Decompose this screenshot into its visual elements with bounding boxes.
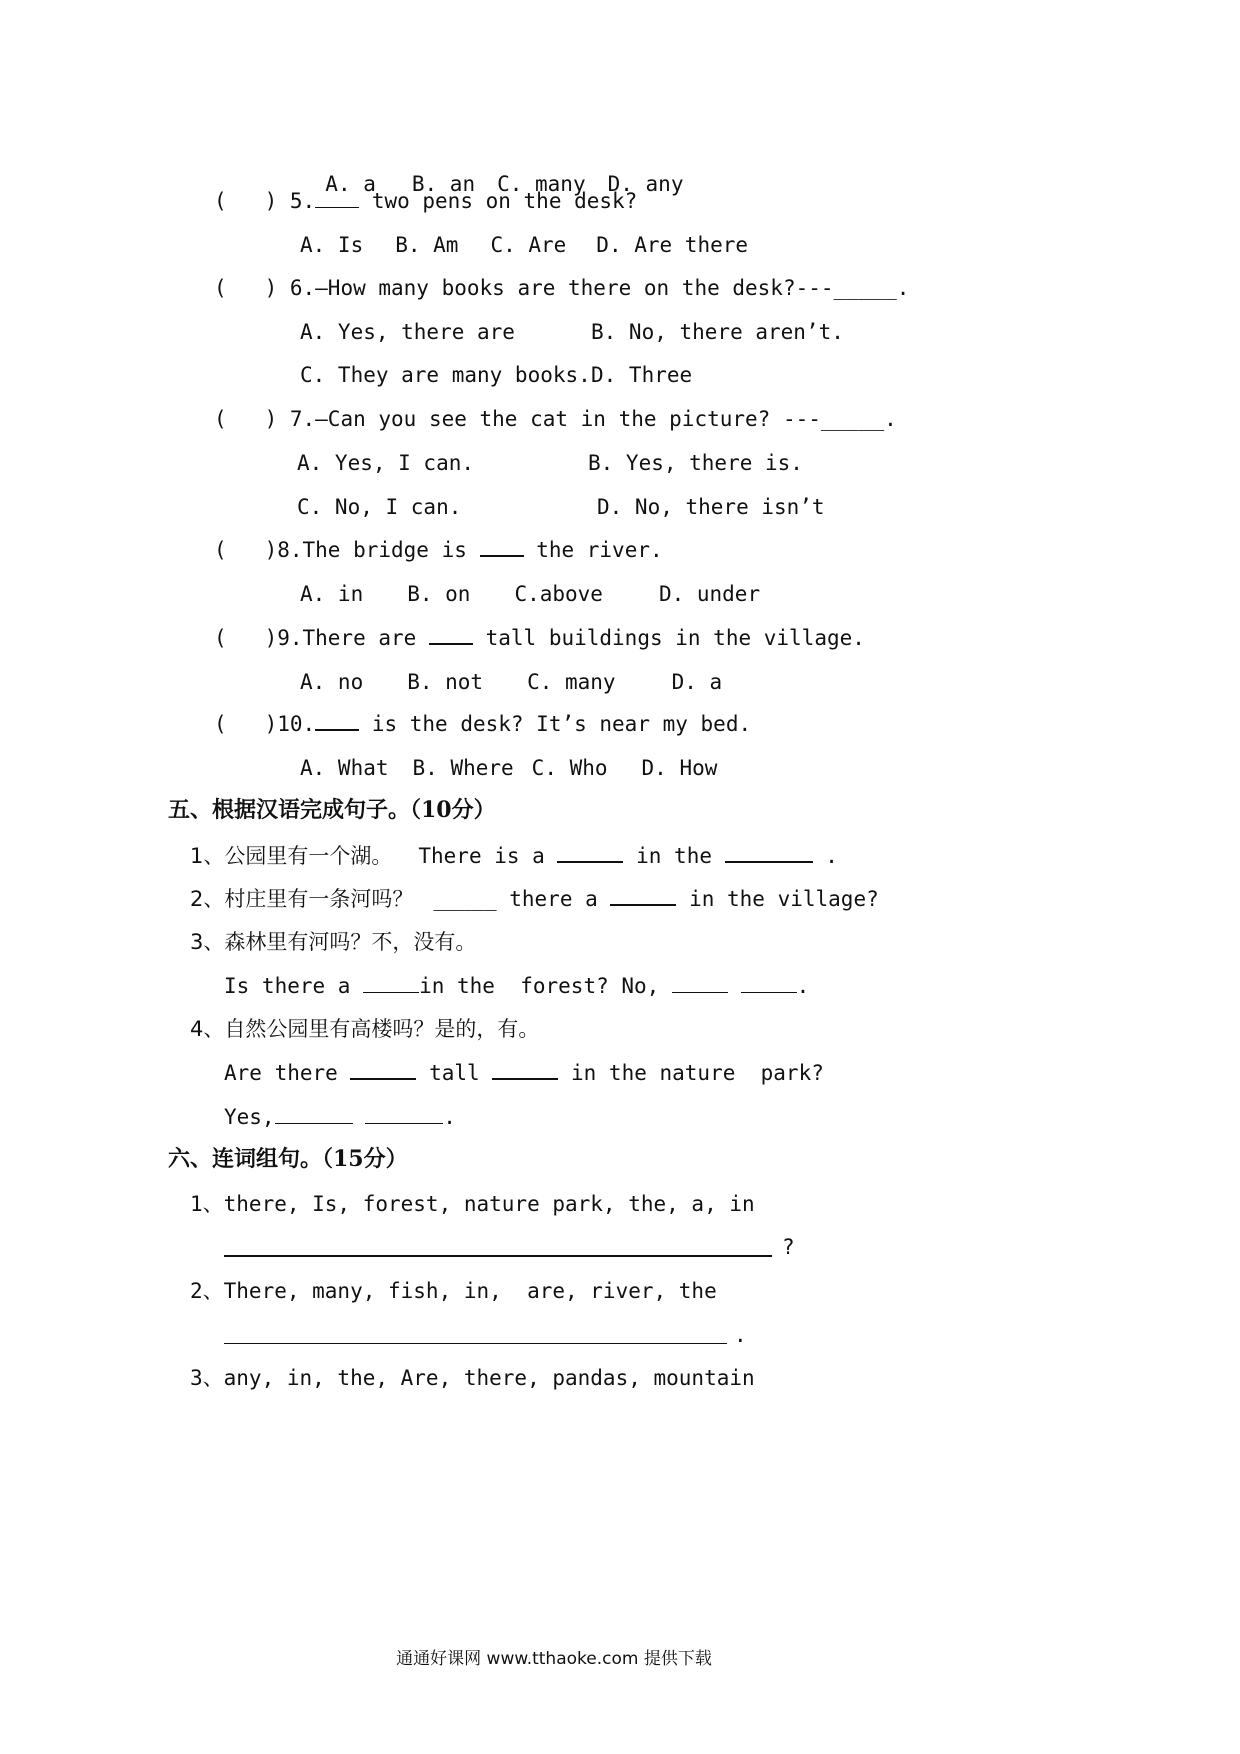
q8-option-a: A. in (300, 582, 364, 606)
s5-item-3-text-b: in the forest? No, (419, 974, 660, 998)
answer-paren[interactable]: ( ) (214, 626, 278, 650)
q5-blank[interactable] (315, 189, 359, 208)
q4-option-c: C. many (497, 172, 586, 196)
q10-option-d: D. How (641, 756, 718, 780)
s5-item-4-text-a: Are there (224, 1061, 338, 1085)
q9-option-a: A. no (300, 670, 364, 694)
s5-item-4-blank-1[interactable] (350, 1060, 416, 1080)
q8-text-end: the river. (536, 538, 663, 562)
s5-item-3 (224, 973, 809, 999)
q9-options (300, 669, 722, 695)
s5-item-1-blank-1[interactable] (557, 843, 623, 863)
answer-paren[interactable]: ( ) (214, 538, 278, 562)
s5-item-4-text-c: in the nature park? (571, 1061, 824, 1085)
s5-item-4-text-b: tall (429, 1061, 480, 1085)
q7-option-d: D. No, there isn’t (597, 495, 825, 519)
q4-option-d: D. any (607, 172, 684, 196)
s5-item-1-text-a: There is a (418, 844, 545, 868)
q6-text: 6.—How many books are there on the desk?---_____. (289, 276, 910, 300)
q8-option-d: D. under (658, 582, 761, 606)
q9-text-end: tall buildings in the village. (485, 626, 865, 650)
q9-option-c: C. many (527, 670, 616, 694)
s5-item-1-text-c: . (825, 844, 838, 868)
question-7 (214, 406, 897, 432)
question-8 (214, 537, 663, 563)
s5-item-2-text-b: there a (509, 887, 598, 911)
s6-item-3-words: 3、any, in, the, Are, there, pandas, mountain (190, 1366, 755, 1390)
s5-item-1-blank-2[interactable] (725, 843, 813, 863)
s6-item-2-end: . (734, 1323, 747, 1347)
answer-paren[interactable]: ( ) (214, 276, 278, 300)
q9-option-b: B. not (407, 670, 484, 694)
q10-blank[interactable] (315, 711, 359, 731)
q8-blank[interactable] (480, 537, 524, 557)
q7-option-c: C. No, I can. (297, 495, 462, 519)
answer-paren[interactable]: ( ) (214, 407, 278, 431)
s5-item-3-blank-3[interactable] (741, 974, 797, 993)
q5-number: 5. (289, 189, 316, 213)
question-10 (214, 711, 751, 737)
s5-item-3-blank-2[interactable] (672, 974, 728, 993)
q6-option-b: B. No, there aren’t. (591, 320, 844, 344)
q7-text: 7.—Can you see the cat in the picture? ---_____. (289, 407, 897, 431)
answer-paren[interactable]: ( ) (214, 712, 278, 736)
s6-item-1-end: ? (782, 1235, 795, 1259)
q5-option-d: D. Are there (596, 233, 749, 257)
question-5 (214, 188, 637, 214)
s5-item-4-blank-4[interactable] (365, 1105, 443, 1124)
section-5-title: 五、根据汉语完成句子。（10分） (168, 797, 496, 823)
q6-option-d: D. Three (591, 363, 693, 387)
q8-option-b: B. on (407, 582, 471, 606)
s6-item-1-answer-line[interactable] (224, 1255, 772, 1257)
s5-item-4-chinese: 4、自然公园里有高楼吗？是的，有。 (190, 1017, 540, 1041)
s5-item-1-chinese: 1、公园里有一个湖。 (190, 844, 393, 868)
s6-item-2-words: 2、There, many, fish, in, are, river, the (190, 1279, 717, 1303)
q5-option-a: A. Is (300, 233, 364, 257)
q4-option-a: A. a (325, 172, 376, 196)
s5-item-2-chinese: 2、村庄里有一条河吗？ (190, 887, 414, 911)
s5-item-2-text-a[interactable]: _____ (433, 887, 497, 911)
q10-option-b: B. Where (412, 756, 514, 780)
question-9 (214, 625, 865, 651)
s6-item-2-answer-line[interactable] (224, 1343, 727, 1344)
section-6-title: 六、连词组句。（15分） (168, 1146, 408, 1172)
q5-option-b: B. Am (395, 233, 459, 257)
q6-option-c: C. They are many books. (300, 363, 591, 387)
q8-option-c: C.above (514, 582, 603, 606)
answer-paren[interactable]: ( ) (214, 189, 278, 213)
s5-item-4-blank-3[interactable] (275, 1105, 353, 1124)
q5-option-c: C. Are (490, 233, 567, 257)
s5-item-1-text-b: in the (636, 844, 712, 868)
q10-option-a: A. What (300, 756, 389, 780)
q8-text-start: 8.The bridge is (277, 538, 467, 562)
s6-item-1-words: 1、there, Is, forest, nature park, the, a, in (190, 1192, 755, 1216)
question-6 (214, 275, 909, 301)
s5-item-2-text-c: in the village? (689, 887, 879, 911)
s5-item-3-text-c: . (796, 974, 810, 998)
s5-item-4-answer (224, 1104, 456, 1130)
s5-item-2 (190, 886, 879, 912)
q4-option-b: B. an (411, 172, 476, 196)
s5-item-4-blank-2[interactable] (492, 1060, 558, 1080)
q5-text: two pens on the desk? (359, 189, 638, 213)
q9-option-d: D. a (671, 670, 723, 694)
q7-option-b: B. Yes, there is. (588, 451, 803, 475)
s5-item-3-chinese: 3、森林里有河吗？不，没有。 (190, 930, 477, 954)
q8-options (300, 581, 760, 607)
q5-options (300, 232, 748, 258)
s5-item-4 (224, 1060, 824, 1086)
q10-number: 10. (277, 712, 316, 736)
s5-item-1 (190, 843, 838, 869)
q10-option-c: C. Who (531, 756, 608, 780)
s5-item-3-blank-1[interactable] (363, 974, 419, 993)
s5-item-4-text-e: . (443, 1105, 456, 1129)
q10-text: is the desk? It’s near my bed. (371, 712, 752, 736)
page-footer: 通通好课网 www.tthaoke.com 提供下载 (396, 1649, 712, 1669)
q9-blank[interactable] (429, 625, 473, 645)
q10-options (300, 755, 717, 781)
s5-item-2-blank[interactable] (610, 886, 676, 906)
q7-option-a: A. Yes, I can. (297, 451, 475, 475)
s5-item-3-text-a: Is there a (224, 974, 351, 998)
q6-option-a: A. Yes, there are (300, 320, 515, 344)
s5-item-4-text-d: Yes, (224, 1105, 275, 1129)
q9-text-start: 9.There are (277, 626, 417, 650)
